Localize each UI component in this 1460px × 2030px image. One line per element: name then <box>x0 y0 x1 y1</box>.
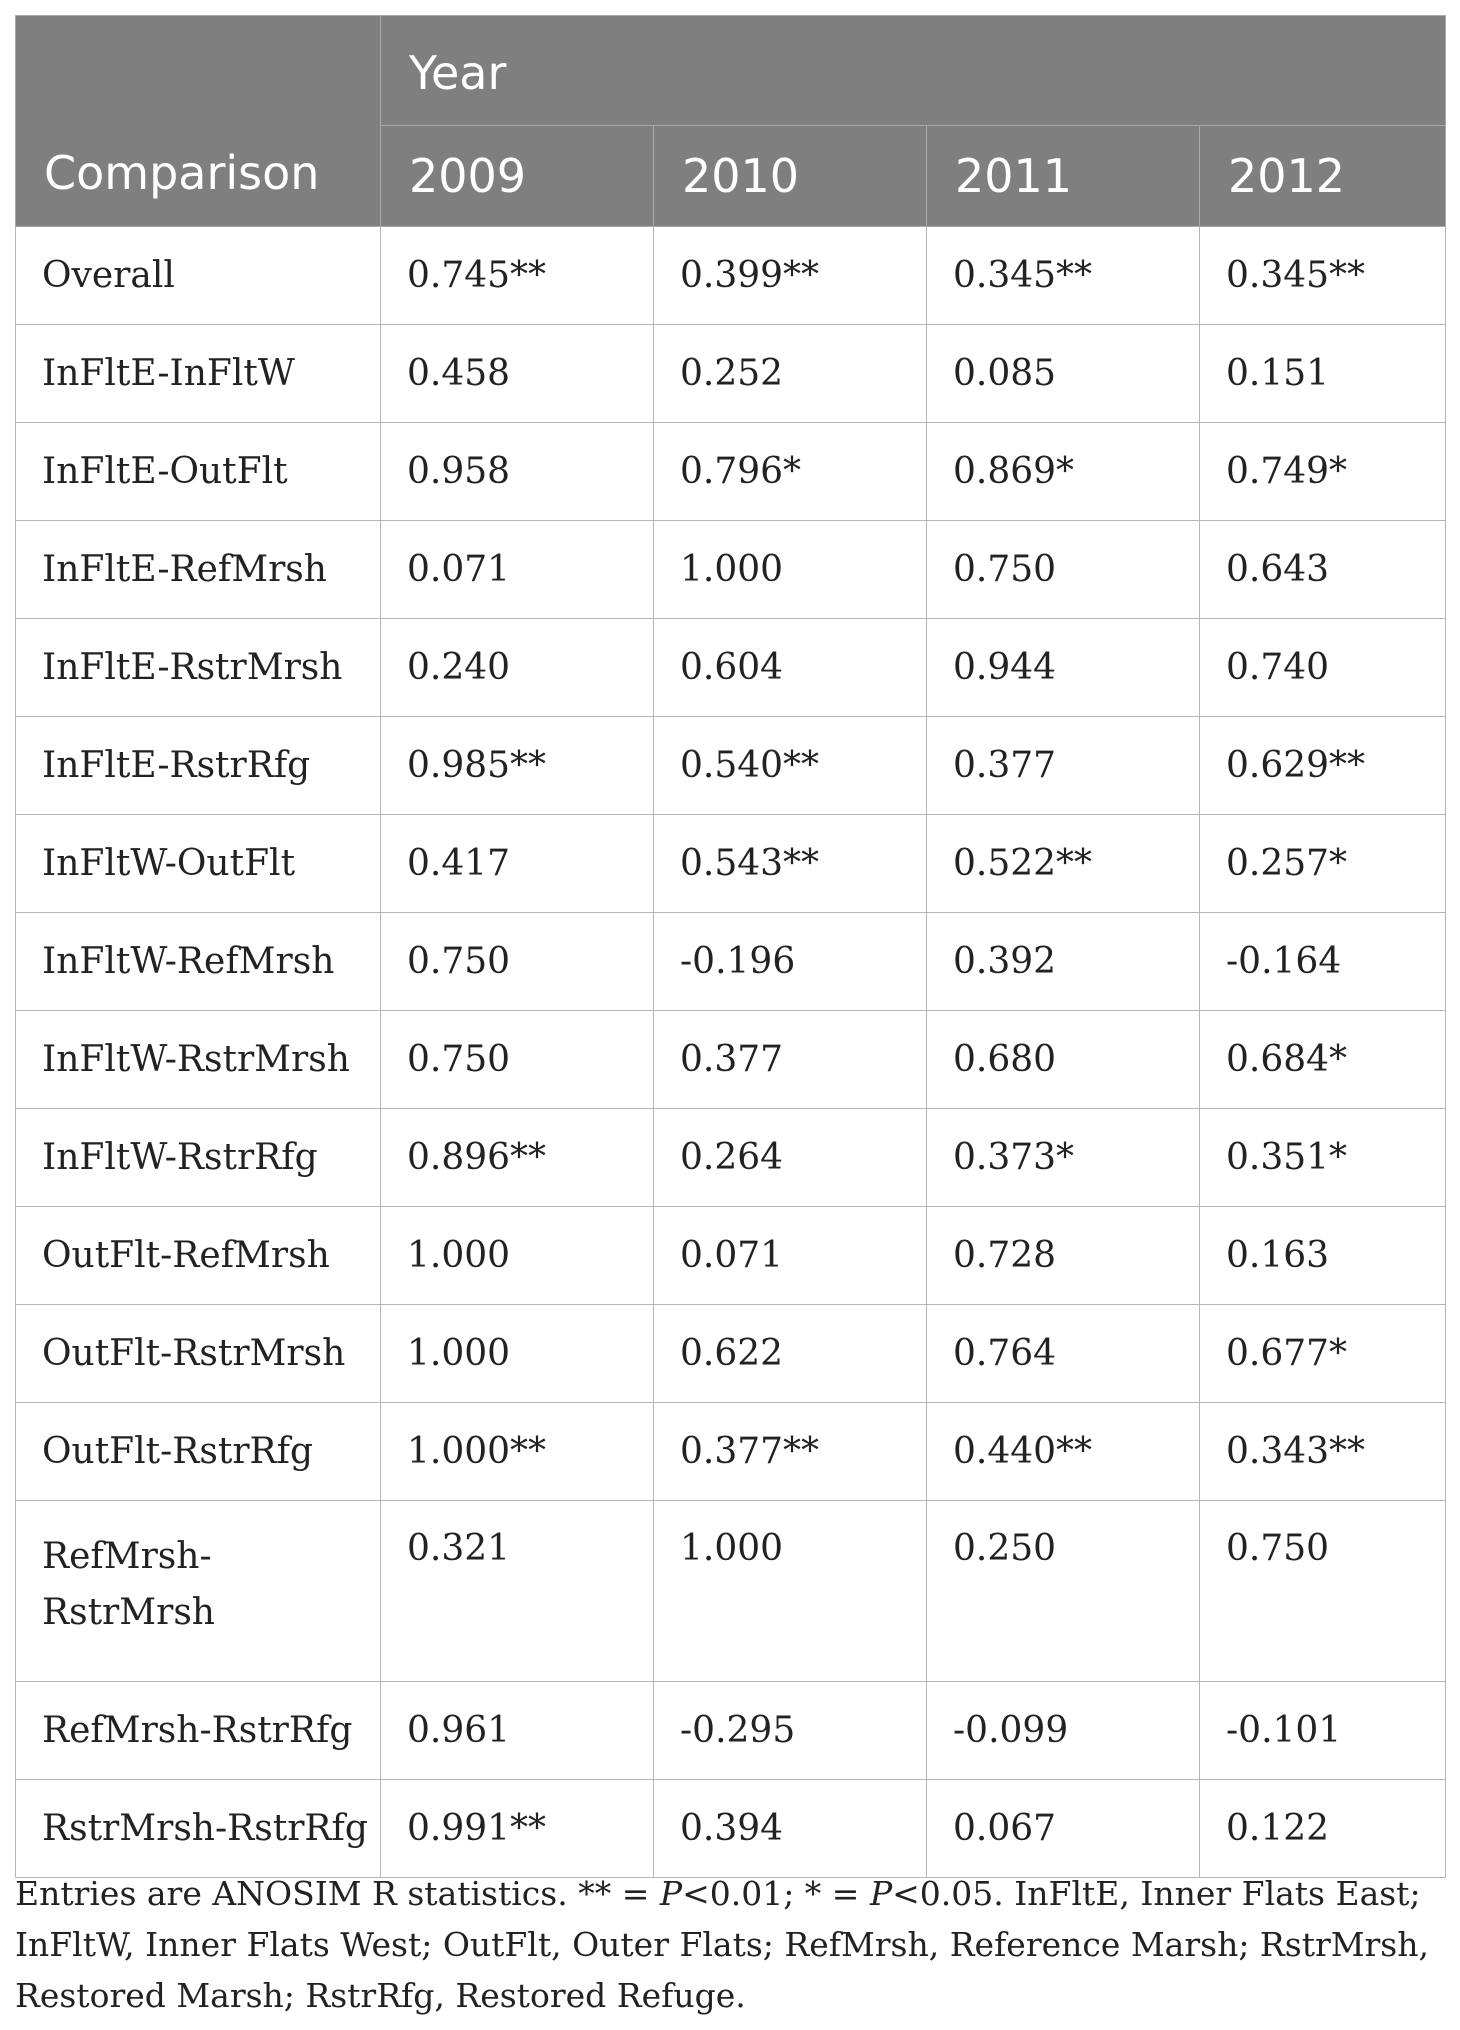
table-row <box>16 423 1446 521</box>
row-label: InFltE-InFltW <box>16 325 381 423</box>
year-header-2012: 2012 <box>1200 126 1446 227</box>
year-group-header: Year <box>381 16 1446 126</box>
cell-2012: -0.101 <box>1200 1682 1446 1780</box>
table-row <box>16 717 1446 815</box>
table-row <box>16 1207 1446 1305</box>
cell-2010: 0.377** <box>654 1403 927 1501</box>
table-row <box>16 1403 1446 1501</box>
row-label: RstrMrsh-RstrRfg <box>16 1780 381 1878</box>
row-label: InFltW-RstrRfg <box>16 1109 381 1207</box>
table-row <box>16 1780 1446 1878</box>
cell-2010: 0.399** <box>654 227 927 325</box>
cell-2010: 0.540** <box>654 717 927 815</box>
cell-2009: 0.985** <box>381 717 654 815</box>
cell-2011: 0.440** <box>927 1403 1200 1501</box>
cell-2011: 0.728 <box>927 1207 1200 1305</box>
cell-2011: 0.085 <box>927 325 1200 423</box>
anosim-table-container <box>15 15 1445 1878</box>
cell-2009: 0.321 <box>381 1501 654 1682</box>
cell-2011: 0.250 <box>927 1501 1200 1682</box>
table-row <box>16 227 1446 325</box>
comparison-header: Comparison <box>16 16 381 227</box>
cell-2009: 0.458 <box>381 325 654 423</box>
cell-2009: 0.750 <box>381 913 654 1011</box>
cell-2012: 0.345** <box>1200 227 1446 325</box>
row-label: InFltE-RstrMrsh <box>16 619 381 717</box>
cell-2010: 0.071 <box>654 1207 927 1305</box>
year-header-2010: 2010 <box>654 126 927 227</box>
cell-2010: 0.796* <box>654 423 927 521</box>
row-label: InFltE-RstrRfg <box>16 717 381 815</box>
cell-2012: 0.750 <box>1200 1501 1446 1682</box>
table-row <box>16 1305 1446 1403</box>
table-row <box>16 913 1446 1011</box>
cell-2012: 0.629** <box>1200 717 1446 815</box>
cell-2010: 0.543** <box>654 815 927 913</box>
cell-2010: 0.252 <box>654 325 927 423</box>
cell-2009: 0.745** <box>381 227 654 325</box>
table-footnote <box>15 1868 1445 2021</box>
cell-2010: -0.196 <box>654 913 927 1011</box>
cell-2009: 0.071 <box>381 521 654 619</box>
year-header-2011: 2011 <box>927 126 1200 227</box>
cell-2011: -0.099 <box>927 1682 1200 1780</box>
cell-2009: 0.750 <box>381 1011 654 1109</box>
cell-2011: 0.392 <box>927 913 1200 1011</box>
cell-2011: 0.377 <box>927 717 1200 815</box>
footnote-text: Entries are ANOSIM R statistics. ** = <box>15 1874 660 1913</box>
row-label: InFltE-RefMrsh <box>16 521 381 619</box>
footnote-p-symbol: P <box>869 1874 893 1913</box>
cell-2012: 0.351* <box>1200 1109 1446 1207</box>
cell-2011: 0.680 <box>927 1011 1200 1109</box>
cell-2012: 0.740 <box>1200 619 1446 717</box>
row-label: InFltW-RstrMrsh <box>16 1011 381 1109</box>
cell-2012: 0.257* <box>1200 815 1446 913</box>
table-row <box>16 521 1446 619</box>
cell-2009: 1.000 <box>381 1207 654 1305</box>
cell-2011: 0.764 <box>927 1305 1200 1403</box>
cell-2010: 0.604 <box>654 619 927 717</box>
cell-2010: -0.295 <box>654 1682 927 1780</box>
cell-2012: 0.643 <box>1200 521 1446 619</box>
cell-2010: 1.000 <box>654 521 927 619</box>
cell-2011: 0.750 <box>927 521 1200 619</box>
row-label <box>16 1501 381 1682</box>
cell-2009: 0.240 <box>381 619 654 717</box>
row-label-line: RstrMrsh <box>42 1592 215 1633</box>
footnote-p-symbol: P <box>659 1874 683 1913</box>
cell-2012: 0.749* <box>1200 423 1446 521</box>
table-row <box>16 325 1446 423</box>
cell-2011: 0.373* <box>927 1109 1200 1207</box>
cell-2009: 1.000** <box>381 1403 654 1501</box>
cell-2010: 0.264 <box>654 1109 927 1207</box>
row-label: InFltW-RefMrsh <box>16 913 381 1011</box>
cell-2010: 0.622 <box>654 1305 927 1403</box>
cell-2009: 0.417 <box>381 815 654 913</box>
table-row <box>16 815 1446 913</box>
anosim-table <box>15 15 1446 1878</box>
row-label: OutFlt-RstrRfg <box>16 1403 381 1501</box>
table-row <box>16 1682 1446 1780</box>
row-label-line: RefMrsh- <box>42 1536 212 1577</box>
table-row <box>16 1109 1446 1207</box>
cell-2009: 0.896** <box>381 1109 654 1207</box>
cell-2012: 0.677* <box>1200 1305 1446 1403</box>
footnote-text: <0.01; * = <box>682 1874 870 1913</box>
cell-2009: 0.961 <box>381 1682 654 1780</box>
cell-2011: 0.522** <box>927 815 1200 913</box>
cell-2012: 0.122 <box>1200 1780 1446 1878</box>
cell-2011: 0.067 <box>927 1780 1200 1878</box>
row-label: RefMrsh-RstrRfg <box>16 1682 381 1780</box>
table-row <box>16 1501 1446 1682</box>
cell-2010: 1.000 <box>654 1501 927 1682</box>
cell-2012: 0.343** <box>1200 1403 1446 1501</box>
table-body <box>16 227 1446 1878</box>
cell-2012: -0.164 <box>1200 913 1446 1011</box>
cell-2012: 0.151 <box>1200 325 1446 423</box>
row-label: OutFlt-RefMrsh <box>16 1207 381 1305</box>
table-header <box>16 16 1446 227</box>
table-row <box>16 1011 1446 1109</box>
cell-2012: 0.163 <box>1200 1207 1446 1305</box>
cell-2009: 0.991** <box>381 1780 654 1878</box>
cell-2011: 0.869* <box>927 423 1200 521</box>
cell-2009: 0.958 <box>381 423 654 521</box>
row-label: InFltE-OutFlt <box>16 423 381 521</box>
footnote-text: <0.05. InFltE, Inner Flats East; InFltW, Inner Flats West; OutFlt, Outer Flats; RefMrsh, Reference Marsh; RstrMrsh, Restored Marsh; RstrRfg, Restored Refuge. <box>15 1874 1429 2015</box>
year-header-2009: 2009 <box>381 126 654 227</box>
cell-2010: 0.377 <box>654 1011 927 1109</box>
row-label: Overall <box>16 227 381 325</box>
cell-2011: 0.944 <box>927 619 1200 717</box>
cell-2010: 0.394 <box>654 1780 927 1878</box>
cell-2012: 0.684* <box>1200 1011 1446 1109</box>
row-label: OutFlt-RstrMrsh <box>16 1305 381 1403</box>
cell-2009: 1.000 <box>381 1305 654 1403</box>
table-row <box>16 619 1446 717</box>
row-label: InFltW-OutFlt <box>16 815 381 913</box>
cell-2011: 0.345** <box>927 227 1200 325</box>
